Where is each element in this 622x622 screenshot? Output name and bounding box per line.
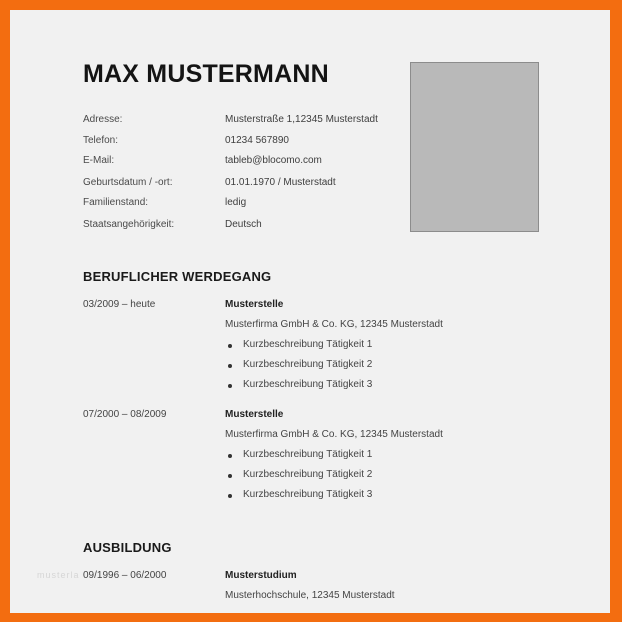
bullet-text: Kurzbeschreibung Tätigkeit 2 xyxy=(243,359,373,370)
bullet-text: Kurzbeschreibung Tätigkeit 1 xyxy=(243,449,373,460)
entry-title: Musterstudium xyxy=(225,570,297,581)
info-label: Familienstand: xyxy=(83,197,149,208)
info-value: 01.01.1970 / Musterstadt xyxy=(225,177,336,188)
bullet-dot-icon xyxy=(228,454,232,458)
bullet-text: Kurzbeschreibung Tätigkeit 1 xyxy=(243,339,373,350)
entry-organization: Musterhochschule, 12345 Musterstadt xyxy=(225,590,395,601)
watermark-text: musterla xyxy=(37,570,80,580)
entry-organization: Musterfirma GmbH & Co. KG, 12345 Musterstadt xyxy=(225,319,443,330)
bullet-dot-icon xyxy=(228,344,232,348)
info-value: Musterstraße 1,12345 Musterstadt xyxy=(225,114,378,125)
section-title-career: BERUFLICHER WERDEGANG xyxy=(83,269,272,284)
bullet-text: Kurzbeschreibung Tätigkeit 3 xyxy=(243,489,373,500)
info-label: E-Mail: xyxy=(83,155,115,166)
bullet-dot-icon xyxy=(228,364,232,368)
entry-date: 07/2000 – 08/2009 xyxy=(83,409,167,420)
entry-title: Musterstelle xyxy=(225,409,284,420)
info-label: Telefon: xyxy=(83,135,119,146)
entry-date: 09/1996 – 06/2000 xyxy=(83,570,167,581)
info-value: ledig xyxy=(225,197,247,208)
bullet-item xyxy=(225,339,372,359)
bullet-dot-icon xyxy=(228,384,232,388)
info-label: Staatsangehörigkeit: xyxy=(83,219,175,230)
info-label: Geburtsdatum / -ort: xyxy=(83,177,173,188)
bullet-text: Kurzbeschreibung Tätigkeit 3 xyxy=(243,379,373,390)
info-value: tableb@blocomo.com xyxy=(225,155,322,166)
cv-name: MAX MUSTERMANN xyxy=(83,60,329,88)
entry-title: Musterstelle xyxy=(225,299,284,310)
cv-page xyxy=(10,10,610,613)
bullet-dot-icon xyxy=(228,494,232,498)
bullet-text: Kurzbeschreibung Tätigkeit 2 xyxy=(243,469,373,480)
info-label: Adresse: xyxy=(83,114,123,125)
section-title-education: AUSBILDUNG xyxy=(83,540,172,555)
bullet-item xyxy=(225,469,372,489)
entry-bullet-list xyxy=(225,339,372,399)
info-value: Deutsch xyxy=(225,219,262,230)
entry-date: 03/2009 – heute xyxy=(83,299,156,310)
entry-bullet-list xyxy=(225,449,372,509)
photo-placeholder xyxy=(410,62,539,232)
bullet-item xyxy=(225,359,372,379)
bullet-item xyxy=(225,379,372,399)
bullet-dot-icon xyxy=(228,474,232,478)
bullet-item xyxy=(225,449,372,469)
entry-organization: Musterfirma GmbH & Co. KG, 12345 Musterstadt xyxy=(225,429,443,440)
info-value: 01234 567890 xyxy=(225,135,289,146)
bullet-item xyxy=(225,489,372,509)
